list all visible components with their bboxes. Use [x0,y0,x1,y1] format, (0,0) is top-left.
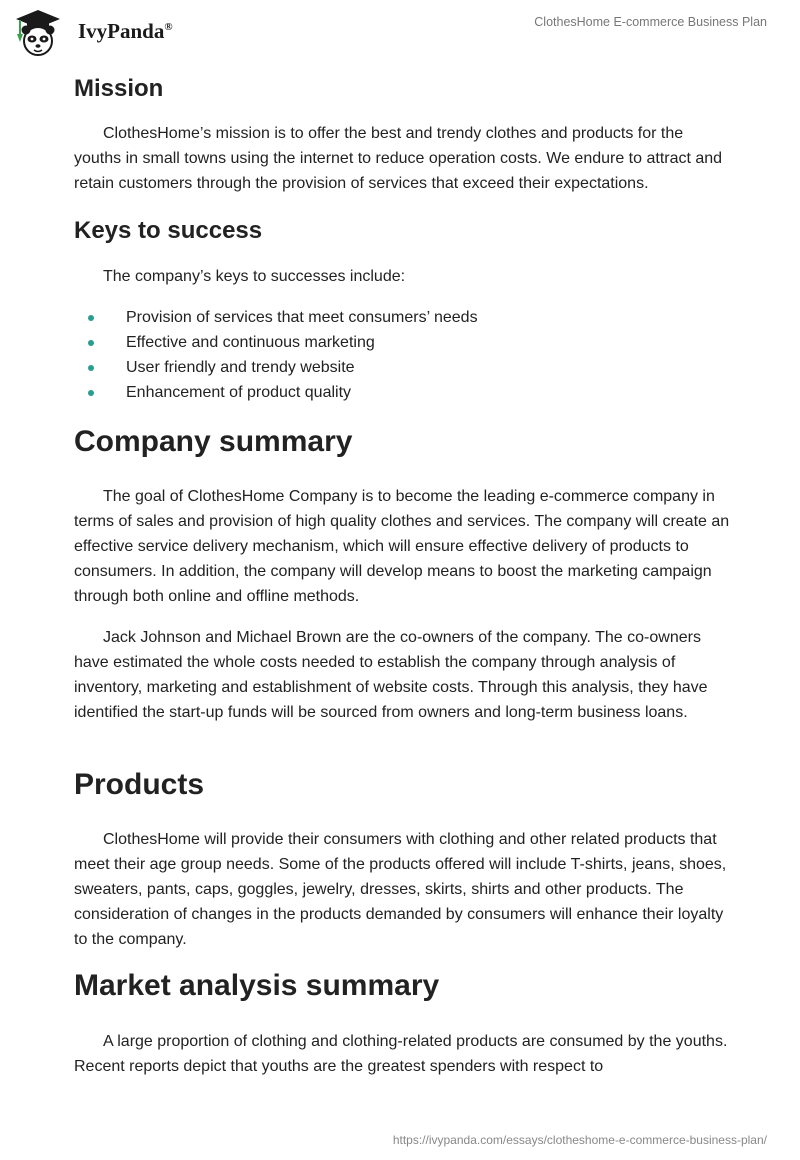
market-analysis-heading: Market analysis summary [74,969,440,1002]
panda-graduate-icon [14,8,62,58]
ivypanda-logo[interactable] [14,8,194,58]
company-paragraph-1: The goal of ClothesHome Company is to become the leading e-commerce company in terms of sales and provision of high quality clothes and services. The company will create an effective service delivery mechanism, which will ensure effective delivery of products to consumers. In addition, the company will develop means to boost the marketing campaign through both online and offline methods. [74,488,730,605]
source-url[interactable]: https://ivypanda.com/essays/clotheshome-e-commerce-business-plan/ [392,1133,767,1147]
products-heading: Products [74,768,205,801]
page-header [0,0,800,64]
market-paragraph: A large proportion of clothing and clothing-related products are consumed by the youths. Recent reports depict that youths are the greatest spenders with respect to [74,1033,728,1075]
bullet-icon [88,340,94,346]
mission-paragraph: ClothesHome’s mission is to offer the best and trendy clothes and products for the youths in small towns using the internet to reduce operation costs. We endure to attract and retain customers through the provision of services that exceed their expectations. [74,125,723,192]
bullet-icon [88,365,94,371]
keys-intro: The company’s keys to successes include: [103,268,406,285]
list-item: Enhancement of product quality [74,380,734,405]
products-paragraph: ClothesHome will provide their consumers with clothing and other related products that meet their age group needs. Some of the products offered will include T-shirts, jeans, shoes, sweaters, pants, caps, goggles, jewelry, dresses, skirts, shirts and other products. The consideration of changes in the products demanded by consumers will enhance their loyalty to the company. [74,831,727,948]
company-summary-heading: Company summary [74,425,353,458]
keys-list [74,305,734,405]
list-item: User friendly and trendy website [74,355,734,380]
document-title: ClothesHome E-commerce Business Plan [534,15,767,29]
bullet-icon [88,315,94,321]
company-paragraph-2: Jack Johnson and Michael Brown are the co-owners of the company. The co-owners have estimated the whole costs needed to establish the company through analysis of inventory, marketing and establishment of website costs. Through this analysis, they have identified the start-up funds will be sourced from owners and long-term business loans. [74,629,708,721]
bullet-icon [88,390,94,396]
brand-name: IvyPanda® [78,19,173,43]
list-item: Effective and continuous marketing [74,330,734,355]
keys-heading: Keys to success [74,217,263,244]
mission-heading: Mission [74,75,164,102]
list-item: Provision of services that meet consumers’ needs [74,305,734,330]
